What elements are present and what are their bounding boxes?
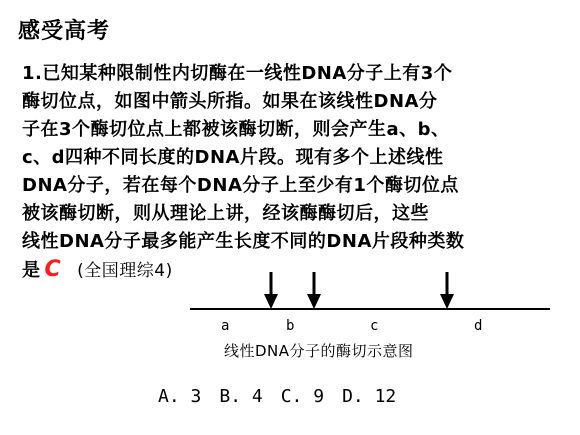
segment-label-b: b bbox=[286, 318, 295, 334]
question-source: (全国理综4) bbox=[77, 261, 173, 281]
slide-title: 感受高考 bbox=[18, 19, 111, 44]
question-line: 酶切位点，如图中箭头所指。如果在该线性DNA分 bbox=[22, 91, 438, 112]
segment-label-a: a bbox=[221, 318, 230, 334]
question-text bbox=[22, 60, 562, 284]
diagram-caption: 线性DNA分子的酶切示意图 bbox=[224, 342, 414, 360]
segment-label-c: c bbox=[370, 318, 379, 334]
cut-site-arrow bbox=[307, 272, 321, 309]
cut-site-arrow bbox=[440, 272, 454, 309]
question-line: 被该酶切断，则从理论上讲，经该酶酶切后，这些 bbox=[22, 203, 429, 224]
cut-site-arrow bbox=[264, 272, 278, 309]
question-line: c、d四种不同长度的DNA片段。现有多个上述线性 bbox=[22, 147, 444, 168]
question-line: 子在3个酶切位点上都被该酶切断，则会产生a、b、 bbox=[22, 119, 450, 140]
option-d: D. 12 bbox=[342, 386, 397, 407]
answer-mark: C bbox=[44, 257, 62, 282]
question-line: 1.已知某种限制性内切酶在一线性DNA分子上有3个 bbox=[22, 63, 453, 84]
option-b: B. 4 bbox=[219, 386, 263, 407]
option-a: A. 3 bbox=[158, 386, 202, 407]
question-line: DNA分子，若在每个DNA分子上至少有1个酶切位点 bbox=[22, 175, 459, 196]
answer-options bbox=[158, 386, 396, 407]
option-c: C. 9 bbox=[280, 386, 325, 407]
question-line: 线性DNA分子最多能产生长度不同的DNA片段种类数 bbox=[22, 231, 465, 252]
segment-label-d: d bbox=[474, 318, 483, 334]
question-last-prefix: 是 bbox=[22, 260, 41, 281]
dna-cut-diagram bbox=[188, 268, 558, 338]
